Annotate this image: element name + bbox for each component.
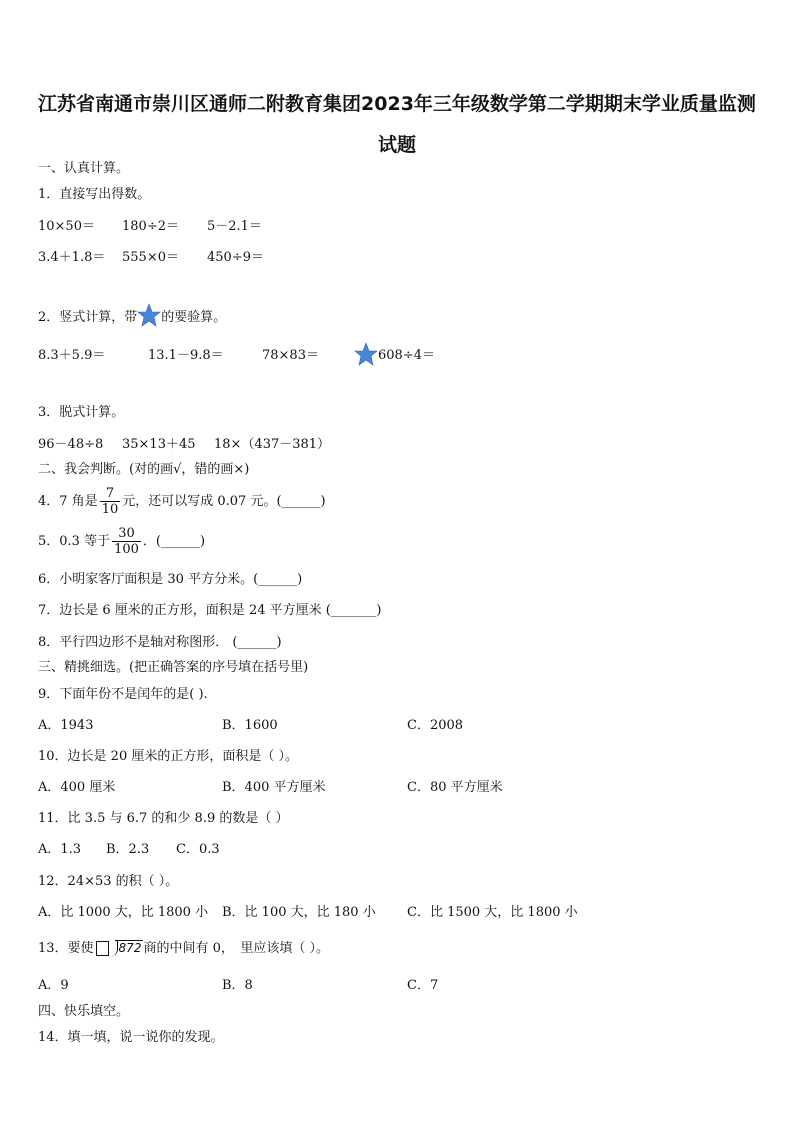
question-4-post: 元，还可以写成 0.07 元。(______) bbox=[122, 494, 326, 509]
fraction-denominator: 100 bbox=[114, 542, 139, 557]
question-12-stem: 12．24×53 的积（ ）。 bbox=[38, 874, 179, 889]
option-a: A．1943 bbox=[38, 718, 94, 733]
vertical-calc-item: 8.3＋5.9＝ bbox=[38, 348, 106, 363]
question-2-label-post: 的要验算。 bbox=[161, 310, 227, 325]
question-5-post: ．(______) bbox=[142, 534, 206, 549]
vertical-calc-item: 608÷4＝ bbox=[378, 348, 435, 363]
option-b: B．8 bbox=[222, 978, 253, 993]
option-c: C．比 1500 大，比 1800 小 bbox=[407, 905, 578, 920]
question-3-label: 3．脱式计算。 bbox=[38, 405, 125, 420]
question-11-stem: 11．比 3.5 与 6.7 的和少 8.9 的数是（ ） bbox=[38, 811, 289, 826]
fraction-numerator: 7 bbox=[100, 486, 121, 502]
option-c: C．80 平方厘米 bbox=[407, 780, 503, 795]
question-1-label: 1．直接写出得数。 bbox=[38, 187, 151, 202]
stepwise-calc-item: 96－48÷8 bbox=[38, 437, 104, 452]
calc-item: 180÷2＝ bbox=[122, 219, 179, 234]
exam-title-line2: 试题 bbox=[377, 134, 416, 156]
question-4 bbox=[38, 486, 326, 517]
vertical-calc-item: 78×83＝ bbox=[262, 348, 319, 363]
blank-box bbox=[96, 941, 109, 956]
fraction-numerator: 30 bbox=[112, 526, 141, 542]
calc-item: 450÷9＝ bbox=[207, 250, 264, 265]
question-13-post: 商的中间有 0， 里应该填（ ）。 bbox=[143, 941, 329, 956]
option-b: B．比 100 大，比 180 小 bbox=[222, 905, 376, 920]
option-a: A．9 bbox=[38, 978, 69, 993]
option-a: A．400 厘米 bbox=[38, 780, 116, 795]
calc-item: 555×0＝ bbox=[122, 250, 179, 265]
exam-title: 江苏省南通市崇川区通师二附教育集团2023年三年级数学第二学期期末学业质量监测 bbox=[38, 93, 756, 115]
question-5-pre: 5．0.3 等于 bbox=[38, 534, 111, 549]
fraction-denominator: 10 bbox=[101, 502, 119, 517]
fraction bbox=[100, 486, 121, 517]
option-b: B．1600 bbox=[222, 718, 278, 733]
star-icon bbox=[354, 342, 378, 371]
question-9-stem: 9．下面年份不是闰年的是( ). bbox=[38, 687, 208, 702]
star-icon bbox=[137, 303, 161, 332]
question-7: 7．边长是 6 厘米的正方形，面积是 24 平方厘米 (_______) bbox=[38, 603, 382, 618]
question-2-label bbox=[38, 303, 226, 332]
section-heading: 三、精挑细选。(把正确答案的序号填在括号里) bbox=[38, 660, 309, 675]
question-13-stem bbox=[38, 940, 329, 957]
stepwise-calc-item: 18×（437－381） bbox=[214, 437, 331, 452]
option-b: B．400 平方厘米 bbox=[222, 780, 326, 795]
calc-item: 10×50＝ bbox=[38, 219, 95, 234]
calc-item: 5－2.1＝ bbox=[207, 219, 262, 234]
option-a: A．1.3 bbox=[38, 842, 82, 857]
stepwise-calc-item: 35×13＋45 bbox=[122, 437, 196, 452]
option-c: C．2008 bbox=[407, 718, 464, 733]
question-2-label-pre: 2．竖式计算，带 bbox=[38, 310, 138, 325]
option-c: C．0.3 bbox=[176, 842, 220, 857]
question-14: 14．填一填，说一说你的发现。 bbox=[38, 1030, 224, 1045]
vertical-calc-item: 13.1－9.8＝ bbox=[148, 348, 224, 363]
question-13-pre: 13．要使 bbox=[38, 941, 94, 956]
option-a: A．比 1000 大，比 1800 小 bbox=[38, 905, 209, 920]
option-c: C．7 bbox=[407, 978, 439, 993]
long-division-dividend: 872 bbox=[115, 940, 144, 955]
calc-item: 3.4＋1.8＝ bbox=[38, 250, 106, 265]
section-heading: 二、我会判断。(对的画√，错的画×) bbox=[38, 462, 250, 477]
question-4-pre: 4．7 角是 bbox=[38, 494, 98, 509]
question-6: 6．小明家客厅面积是 30 平方分米。(______) bbox=[38, 572, 303, 587]
section-heading: 一、认真计算。 bbox=[38, 161, 130, 176]
question-5 bbox=[38, 526, 205, 557]
section-heading: 四、快乐填空。 bbox=[38, 1004, 130, 1019]
question-10-stem: 10．边长是 20 厘米的正方形，面积是（ ）。 bbox=[38, 749, 298, 764]
option-b: B．2.3 bbox=[106, 842, 150, 857]
question-8: 8．平行四边形不是轴对称图形． (______) bbox=[38, 635, 282, 650]
fraction bbox=[112, 526, 141, 557]
